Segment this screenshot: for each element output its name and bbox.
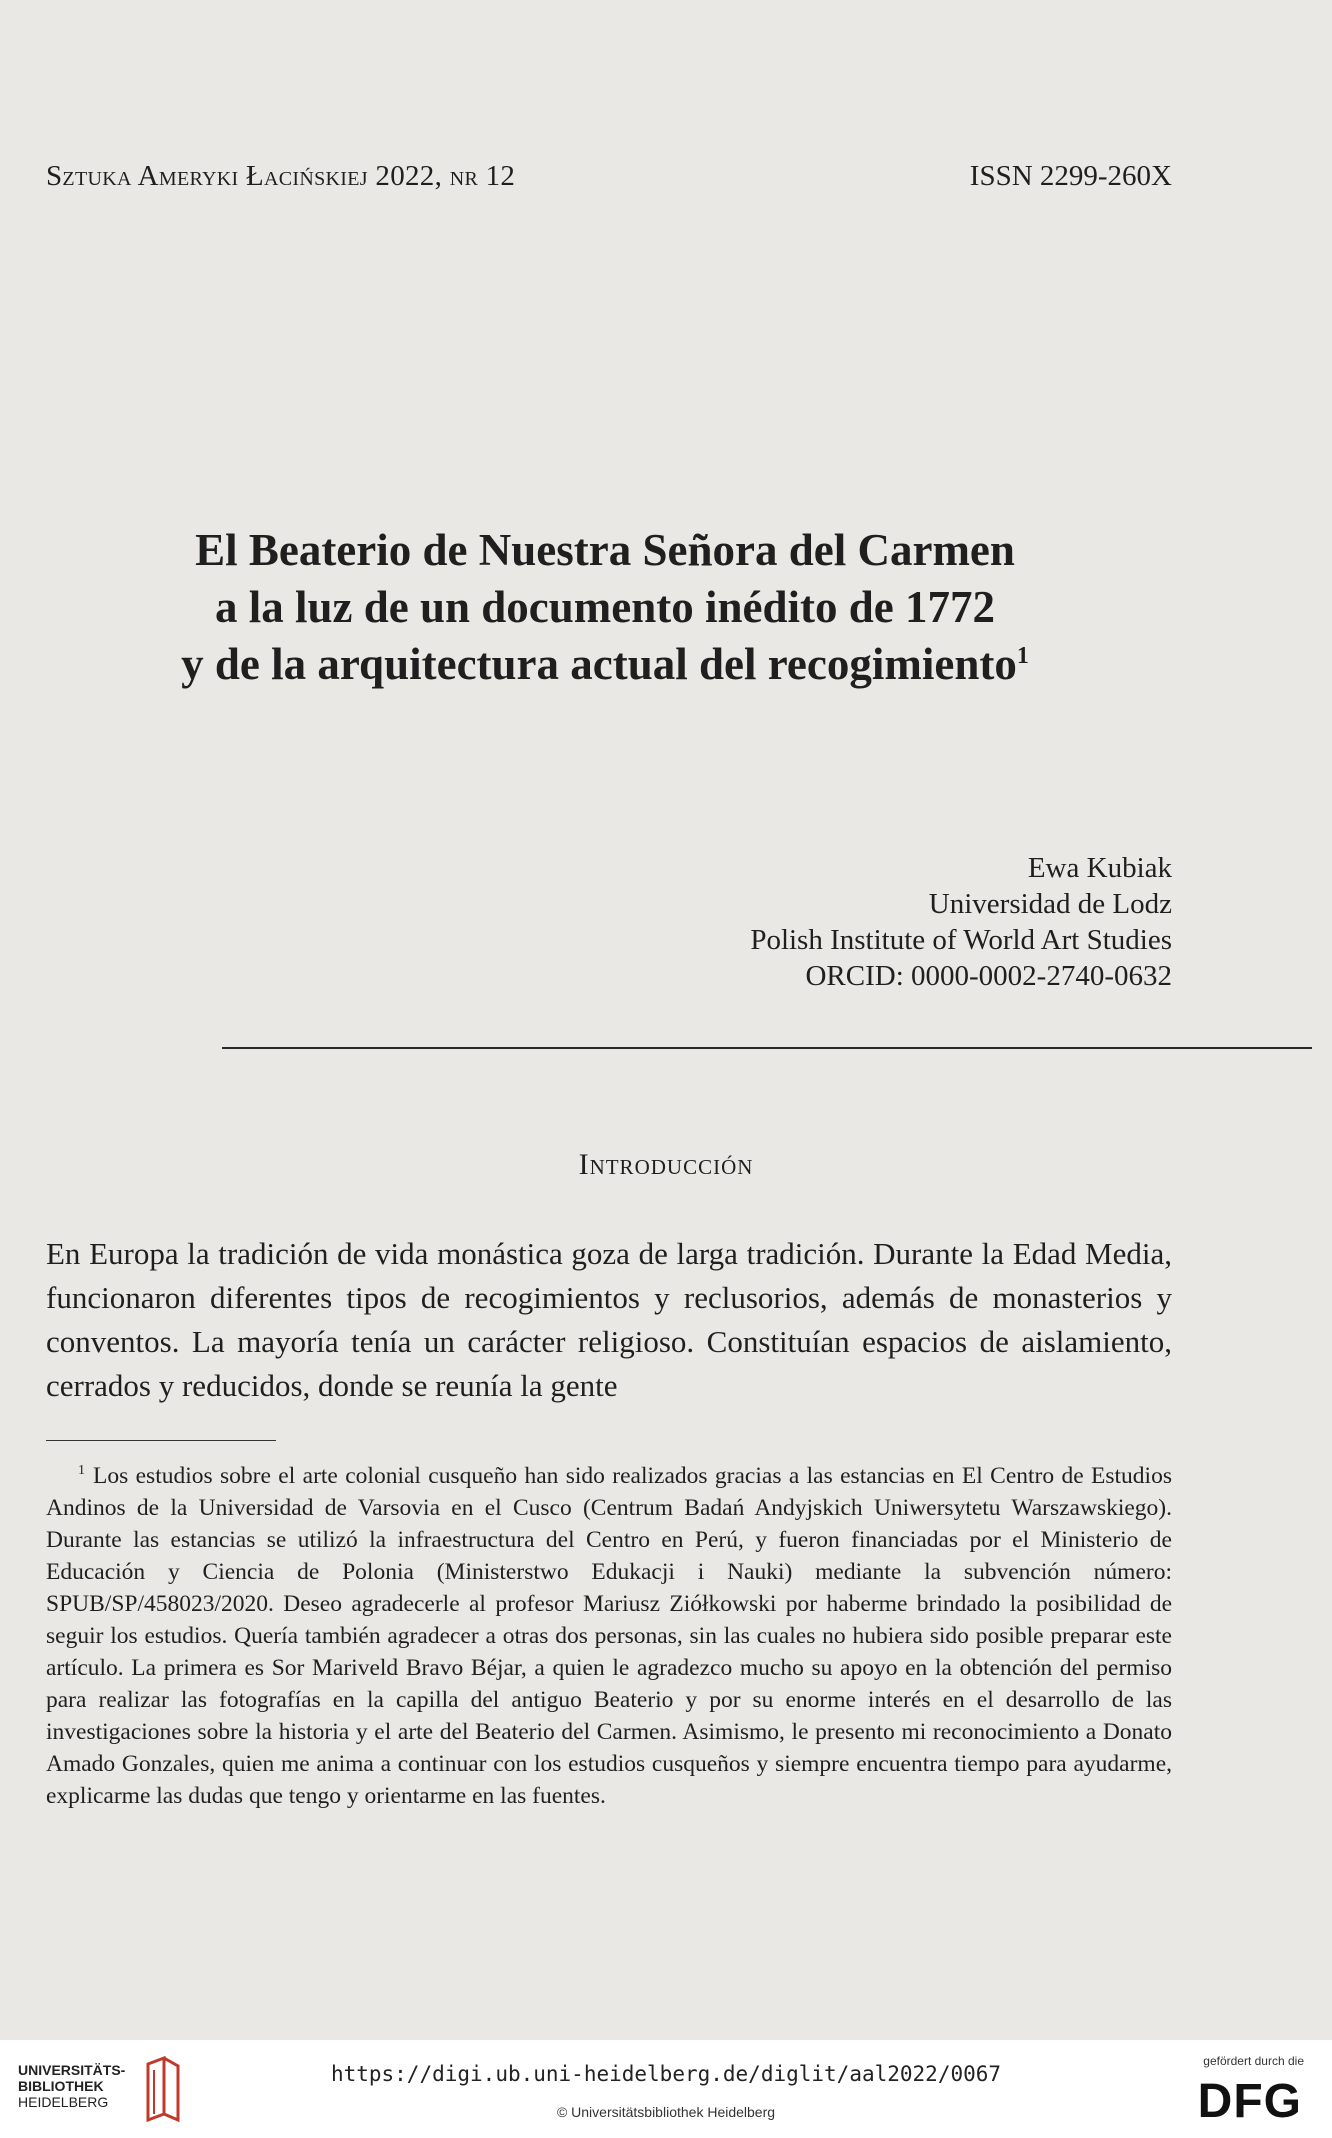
article-title <box>80 522 1130 693</box>
author-orcid: ORCID: 0000-0002-2740-0632 <box>805 960 1172 992</box>
footnote-number: 1 <box>78 1463 85 1478</box>
library-name-line-2: BIBLIOTHEK <box>18 2078 104 2094</box>
library-name-line-3: HEIDELBERG <box>18 2094 109 2110</box>
body-paragraph: En Europa la tradición de vida monástica goza de larga tradición. Durante la Edad Media, funcionaron diferentes tipos de recogimientos y reclusorios, además de monasterios y conventos. La mayoría tenía un carácter religioso. Constituían espacios de aislamiento, cerrados y reducidos, donde se reunía la gente <box>46 1236 1172 1403</box>
section-heading: Introducción <box>578 1148 754 1181</box>
title-line-1: El Beaterio de Nuestra Señora del Carmen <box>195 525 1015 575</box>
author-affiliation-1: Universidad de Lodz <box>928 888 1172 920</box>
author-block <box>750 850 1172 994</box>
copyright-notice: © Universitätsbibliothek Heidelberg <box>556 2104 776 2120</box>
author-name: Ewa Kubiak <box>1027 852 1172 884</box>
running-header-issn: ISSN 2299-260X <box>969 160 1172 192</box>
running-header-journal: Sztuka Ameryki Łacińskiej 2022, nr 12 <box>46 160 516 192</box>
horizontal-divider <box>222 1047 1312 1049</box>
funder-note: gefördert durch die <box>1203 2054 1304 2068</box>
viewer-footer <box>0 2040 1332 2138</box>
footnote-reference[interactable]: 1 <box>1016 643 1029 669</box>
title-line-3-text: y de la arquitectura actual del recogimiento <box>181 639 1017 689</box>
author-affiliation-2: Polish Institute of World Art Studies <box>750 924 1172 956</box>
footnote <box>46 1455 1172 1812</box>
title-line-3 <box>80 636 1130 693</box>
dfg-logo[interactable]: DFG <box>1197 2075 1302 2128</box>
permalink-url[interactable]: https://digi.ub.uni-heidelberg.de/diglit/aal2022/0067 <box>330 2062 1002 2086</box>
library-name-line-1: UNIVERSITÄTS- <box>18 2062 126 2078</box>
title-line-2: a la luz de un documento inédito de 1772 <box>214 582 996 632</box>
footnote-text: Los estudios sobre el arte colonial cusqueño han sido realizados gracias a las estancias en El Centro de Estudios Andinos de la Universidad de Varsovia en el Cusco (Centrum Badań Andyjskich Uniwersytetu Warszawskiego). Durante las estancias se utilizó la infraestructura del Centro en Perú, y fueron financiadas por el Ministerio de Educación y Ciencia de Polonia (Ministerstwo Edukacji i Nauki) mediante la subvención número: SPUB/SP/458023/2020. Deseo agradecerle al profesor Mariusz Ziółkowski por haberme brindado la posibilidad de seguir los estudios. Quería también agradecer a otras dos personas, sin las cuales no hubiera sido posible preparar este artículo. La primera es Sor Mariveld Bravo Béjar, a quien le agradezco mucho su apoyo en la obtención del permiso para realizar las fotografías en la capilla del antiguo Beaterio y por su enorme interés en el desarrollo de las investigaciones sobre la historia y el arte del Beaterio del Carmen. Asimismo, le presento mi reconocimiento a Donato Amado Gonzales, quien me anima a continuar con los estudios cusqueños y siempre encuentra tiempo para ayudarme, explicarme las dudas que tengo y orientarme en las fuentes. <box>46 1462 1172 1809</box>
footnote-divider <box>46 1440 276 1441</box>
